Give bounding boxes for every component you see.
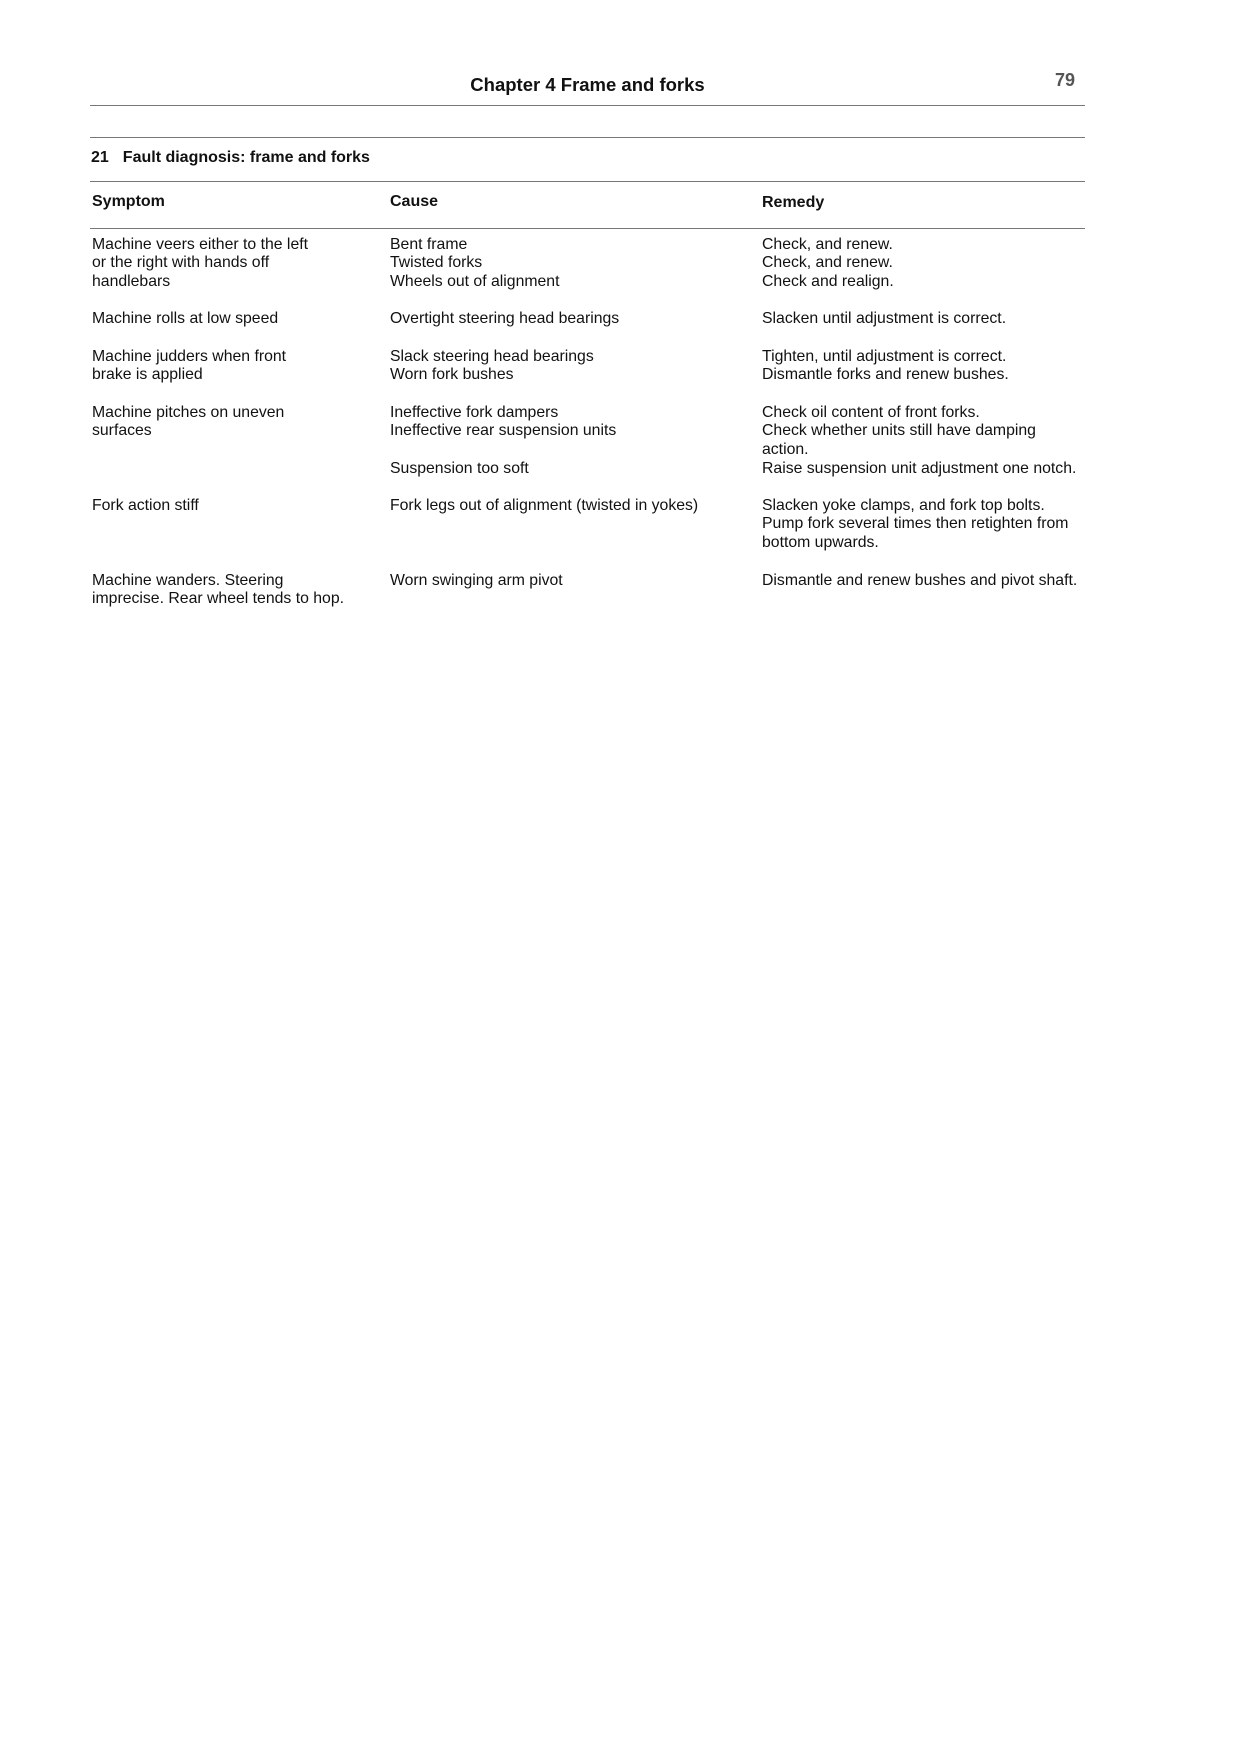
table-cell-remedy: Check oil content of front forks. Check whether units still have damping action. (762, 404, 1036, 458)
table-cell-remedy: Dismantle and renew bushes and pivot shaft. (762, 572, 1078, 589)
section-heading: Fault diagnosis: frame and forks (122, 149, 370, 166)
table-cell-symptom: Machine rolls at low speed (92, 310, 279, 327)
table-cell-symptom: Fork action stiff (92, 497, 199, 514)
table-cell-cause: Worn swinging arm pivot (390, 572, 563, 589)
chapter-title: Chapter 4 Frame and forks (470, 74, 705, 95)
table-cell-remedy: Slacken yoke clamps, and fork top bolts. Pump fork several times then retighten from bottom upwards. (762, 497, 1069, 551)
table-cell-symptom: Machine pitches on uneven surfaces (92, 404, 285, 440)
table-cell-cause: Overtight steering head bearings (390, 310, 620, 327)
table-cell-cause: Slack steering head bearings Worn fork bushes (390, 348, 594, 384)
table-cell-symptom: Machine wanders. Steering imprecise. Rear wheel tends to hop. (92, 572, 345, 608)
table-cell-cause: Bent frame Twisted forks Wheels out of alignment (390, 236, 560, 290)
table-cell-cause: Ineffective fork dampers Ineffective rear suspension units (390, 404, 617, 440)
table-cell-symptom: Machine veers either to the left or the right with hands off handlebars (92, 236, 309, 290)
header-rule (90, 105, 1085, 106)
table-cell-symptom: Machine judders when front brake is applied (92, 348, 287, 384)
table-cell-remedy: Raise suspension unit adjustment one notch. (762, 460, 1077, 477)
column-header-cause: Cause (390, 193, 439, 210)
column-header-remedy: Remedy (762, 194, 825, 211)
table-cell-remedy: Slacken until adjustment is correct. (762, 310, 1007, 327)
table-header-rule (90, 228, 1085, 229)
page-header (90, 70, 1085, 104)
section-number: 21 (91, 149, 109, 166)
section-title (91, 149, 370, 167)
table-top-rule (90, 181, 1085, 182)
table-cell-remedy: Check, and renew. Check, and renew. Check and realign. (762, 236, 894, 290)
table-cell-cause: Suspension too soft (390, 460, 529, 477)
table-cell-remedy: Tighten, until adjustment is correct. Dismantle forks and renew bushes. (762, 348, 1009, 384)
column-header-symptom: Symptom (92, 193, 165, 210)
table-cell-cause: Fork legs out of alignment (twisted in yokes) (390, 497, 699, 514)
section-top-rule (90, 137, 1085, 138)
page-number: 79 (1054, 70, 1075, 90)
